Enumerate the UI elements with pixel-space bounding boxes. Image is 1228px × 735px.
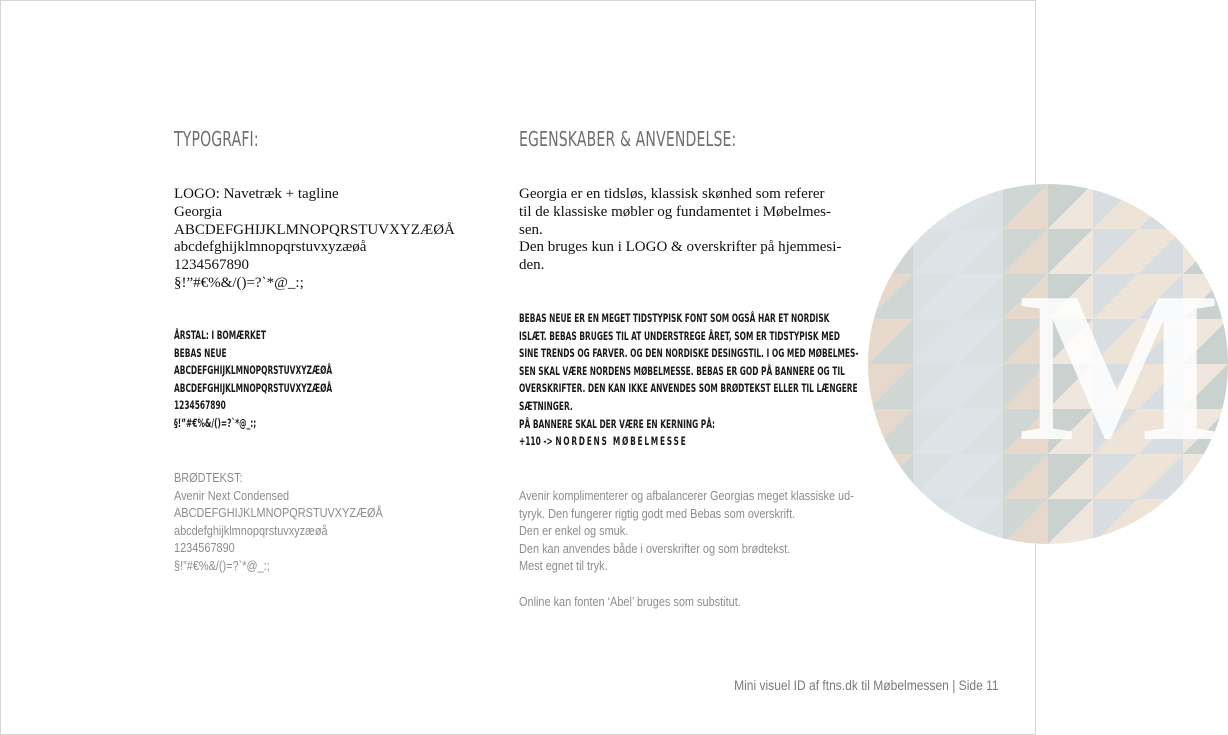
- paragraph-line: ISLÆT. BEBAS BRUGES TIL AT UNDERSTREGE ÅRET, SOM ER TIDSTYPISK MED: [519, 328, 840, 343]
- bebas-description: [519, 310, 858, 451]
- logo-tile: [868, 454, 913, 499]
- specimen-line: 1234567890: [174, 540, 235, 556]
- specimen-line: 1234567890: [174, 257, 249, 274]
- page-footer: Mini visuel ID af ftns.dk til Møbelmessen | Side 11: [734, 677, 999, 693]
- georgia-description: [519, 186, 869, 275]
- logo-tile: [1183, 499, 1228, 544]
- logo-tile: [868, 499, 913, 544]
- specimen-line: BEBAS NEUE: [174, 345, 227, 360]
- specimen-line: Georgia: [174, 203, 223, 220]
- specimen-line: abcdefghijklmnopqrstuvxyzæøå: [174, 522, 328, 538]
- kerning-prefix: +110 ->: [519, 434, 556, 449]
- specimen-line: ABCDEFGHIJKLMNOPQRSTUVXYZÆØÅ: [174, 380, 333, 395]
- specimen-line: 1234567890: [174, 398, 226, 413]
- kerning-example: NORDENS MØBELMESSE: [555, 434, 688, 449]
- properties-heading: EGENSKABER & ANVENDELSE:: [519, 127, 737, 151]
- paragraph-line: Den bruges kun i LOGO & overskrifter på hjemmesi-: [519, 239, 842, 256]
- specimen-line: abcdefghijklmnopqrstuvxyzæøå: [174, 239, 367, 256]
- paragraph-line: Avenir komplimenterer og afbalancerer Georgias meget klassiske ud-: [519, 488, 854, 503]
- paragraph-line: PÅ BANNERE SKAL DER VÆRE EN KERNING PÅ:: [519, 416, 716, 431]
- body-font-specimen: [174, 469, 383, 575]
- specimen-line: ÅRSTAL: I BOMÆRKET: [174, 328, 266, 342]
- specimen-line: ABCDEFGHIJKLMNOPQRSTUVXYZÆØÅ: [174, 363, 333, 378]
- logo-tile: [913, 499, 958, 544]
- paragraph-line: sen.: [519, 221, 543, 238]
- paragraph-line: BEBAS NEUE ER EN MEGET TIDSTYPISK FONT SOM OGSÅ HAR ET NORDISK: [519, 311, 830, 325]
- paragraph-line: Den er enkel og smuk.: [519, 523, 629, 539]
- logo-tile: [913, 184, 958, 229]
- logo-tile: [1183, 184, 1228, 229]
- paragraph-line: til de klassiske møbler og fundamentet i Møbelmes-: [519, 203, 832, 220]
- specimen-line: LOGO: Navetræk + tagline: [174, 186, 339, 202]
- logo-tile: [868, 499, 913, 544]
- paragraph-line: SÆTNINGER.: [519, 398, 573, 413]
- paragraph-line: tyryk. Den fungerer rigtig godt med Bebas som overskrift.: [519, 505, 796, 521]
- specimen-line: §!”#€%&/()=?`*@_:;: [174, 557, 270, 573]
- logo-tile: [1138, 184, 1183, 229]
- specimen-line: §!”#€%&/()=?`*@_:;: [174, 415, 257, 430]
- logo-tile: [1183, 499, 1228, 544]
- paragraph-line: OVERSKRIFTER. DEN KAN IKKE ANVENDES SOM BRØDTEKST ELLER TIL LÆNGERE: [519, 381, 858, 396]
- logo-tile: [868, 184, 913, 229]
- logo-font-specimen: [174, 186, 494, 293]
- specimen-line: ABCDEFGHIJKLMNOPQRSTUVXYZÆØÅ: [174, 221, 455, 238]
- specimen-line: BRØDTEKST:: [174, 470, 243, 485]
- paragraph-line: den.: [519, 257, 545, 274]
- avenir-description: [519, 487, 854, 575]
- logo-letter: M: [1018, 247, 1221, 486]
- logo-tile: [1183, 184, 1228, 229]
- specimen-line: §!”#€%&/()=?`*@_:;: [174, 274, 304, 291]
- paragraph-line: SINE TRENDS OG FARVER. OG DEN NORDISKE DESINGSTIL. I OG MED MØBELMES-: [519, 346, 859, 361]
- paragraph-line: Mest egnet til tryk.: [519, 558, 608, 574]
- paragraph-line: SEN SKAL VÆRE NORDENS MØBELMESSE. BEBAS ER GOD PÅ BANNERE OG TIL: [519, 363, 845, 378]
- typography-heading: TYPOGRAFI:: [174, 127, 259, 151]
- online-substitute-note: Online kan fonten ‘Abel’ bruges som substitut.: [519, 594, 741, 609]
- specimen-line: ABCDEFGHIJKLMNOPQRSTUVXYZÆØÅ: [174, 505, 383, 521]
- logo-tile: [868, 184, 913, 229]
- geometric-circle-logo-icon: [868, 184, 1228, 544]
- logo-tile: [868, 229, 913, 274]
- paragraph-line: Den kan anvendes både i overskrifter og som brødtekst.: [519, 540, 791, 556]
- paragraph-line: Georgia er en tidsløs, klassisk skønhed som referer: [519, 186, 825, 202]
- year-font-specimen: [174, 327, 332, 433]
- specimen-line: Avenir Next Condensed: [174, 487, 290, 503]
- logo-tile: [1138, 499, 1183, 544]
- kerning-example-line: [519, 433, 858, 451]
